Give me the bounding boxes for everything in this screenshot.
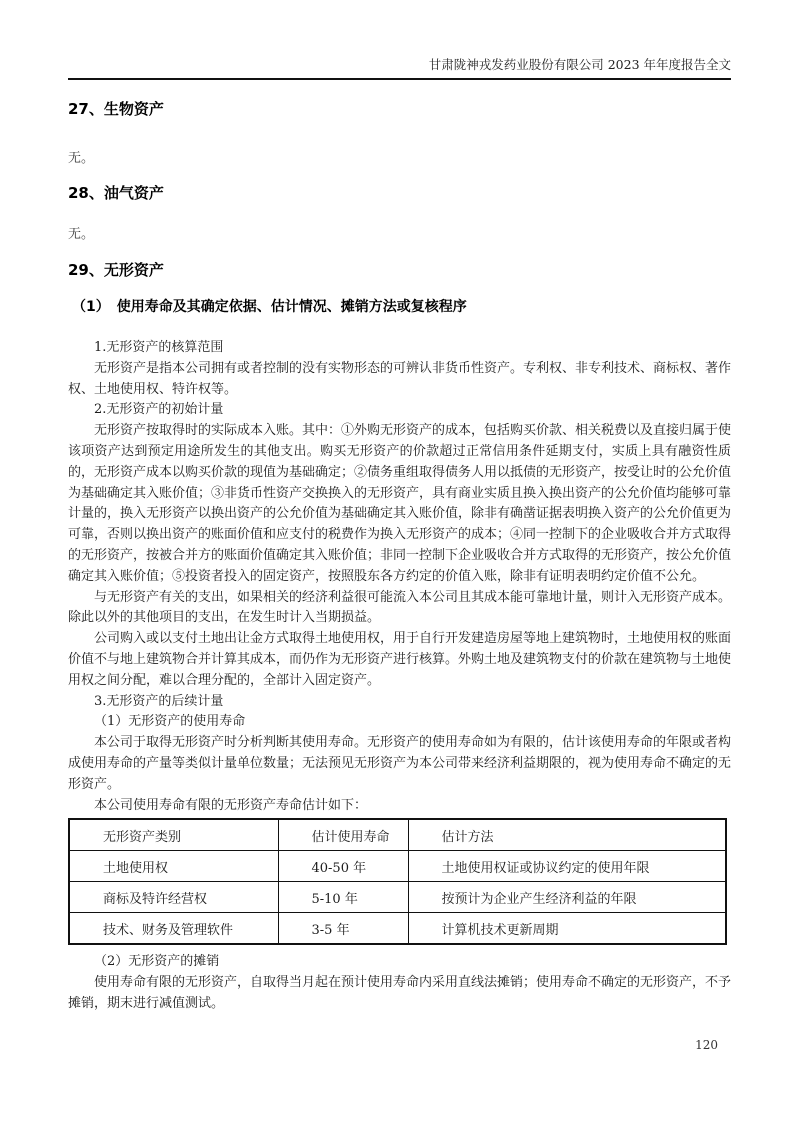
table-row	[69, 851, 726, 882]
intangible-assets-useful-life-table	[68, 818, 727, 945]
paragraph: 1.无形资产的核算范围	[94, 340, 224, 355]
paragraph: 3.无形资产的后续计量	[94, 693, 224, 709]
paragraph: 本公司使用寿命有限的无形资产寿命估计如下：	[94, 797, 368, 813]
table-header-cell-useful-life: 估计使用寿命	[278, 819, 408, 851]
table-cell-method: 土地使用权证或协议约定的使用年限	[408, 851, 726, 882]
page-header	[68, 0, 731, 80]
section-27-body: 无。	[68, 151, 95, 166]
paragraph: 无形资产是指本公司拥有或者控制的没有实物形态的可辨认非货币性资产。专利权、非专利技术、商标权、著作权、土地使用权、特许权等。	[68, 360, 732, 397]
section-28-body: 无。	[68, 227, 95, 242]
page-number: 120	[695, 1038, 718, 1052]
amortization-heading: （2）无形资产的摊销	[94, 954, 220, 970]
table-cell-category: 商标及特许经营权	[69, 882, 278, 913]
subsection-1-heading: （1） 使用寿命及其确定依据、估计情况、摊销方法或复核程序	[72, 299, 467, 315]
table-header-cell-method: 估计方法	[408, 819, 726, 851]
table-row	[69, 882, 726, 913]
table-cell-method: 计算机技术更新周期	[408, 913, 726, 945]
paragraph: （1）无形资产的使用寿命	[94, 714, 246, 730]
table-cell-category: 技术、财务及管理软件	[69, 913, 278, 945]
section-heading-27-biological-assets: 27、生物资产	[68, 100, 164, 118]
paragraph: 本公司于取得无形资产时分析判断其使用寿命。无形资产的使用寿命如为有限的，估计该使用寿命的年限或者构成使用寿命的产量等类似计量单位数量；无法预见无形资产为本公司带来经济利益期限的，视为使用寿命不确定的无形资产。	[68, 735, 732, 792]
section-heading-28-oil-gas-assets: 28、油气资产	[68, 184, 164, 202]
table-cell-category: 土地使用权	[69, 851, 278, 882]
section-heading-29-intangible-assets: 29、无形资产	[68, 261, 164, 279]
paragraph: 与无形资产有关的支出，如果相关的经济利益很可能流入本公司且其成本能可靠地计量，则计入无形资产成本。除此以外的其他项目的支出，在发生时计入当期损益。	[68, 589, 732, 626]
table-header-row	[69, 819, 726, 851]
page-content	[68, 0, 731, 1015]
table-cell-useful-life: 3-5 年	[278, 913, 408, 945]
amortization-block	[68, 952, 731, 1014]
paragraph: 无形资产按取得时的实际成本入账。其中：①外购无形资产的成本，包括购买价款、相关税费以及直接归属于使该项资产达到预定用途所发生的其他支出。购买无形资产的价款超过正常信用条件延期支付，实质上具有融资性质的，无形资产成本以购买价款的现值为基础确定；②债务重组取得债务人用以抵债的无形资产，按受让时的公允价值为基础确定其入账价值；③非货币性资产交换换入的无形资产，具有商业实质且换入换出资产的公允价值均能够可靠计量的，换入无形资产以换出资产的公允价值为基础确定其入账价值，除非有确凿证据表明换入资产的公允价值更为可靠，否则以换出资产的账面价值和应支付的税费作为换入无形资产的成本；④同一控制下的企业吸收合并方式取得的无形资产，按被合并方的账面价值确定其入账价值；非同一控制下企业吸收合并方式取得的无形资产，按公允价值确定其入账价值；⑤投资者投入的固定资产，按照股东各方约定的价值入账，除非有证明表明约定价值不公允。	[68, 423, 732, 584]
table-row	[69, 913, 726, 945]
paragraph: 公司购入或以支付土地出让金方式取得土地使用权，用于自行开发建造房屋等地上建筑物时，土地使用权的账面价值不与地上建筑物合并计算其成本，而仍作为无形资产进行核算。外购土地及建筑物支付的价款在建筑物与土地使用权之间分配，难以合理分配的，全部计入固定资产。	[68, 631, 732, 688]
subsection-1-body	[68, 338, 731, 816]
table-cell-method: 按预计为企业产生经济利益的年限	[408, 882, 726, 913]
report-title: 甘肃陇神戎发药业股份有限公司 2023 年年度报告全文	[428, 57, 731, 72]
table-cell-useful-life: 5-10 年	[278, 882, 408, 913]
amortization-text: 使用寿命有限的无形资产，自取得当月起在预计使用寿命内采用直线法摊销；使用寿命不确定的无形资产，不予摊销，期末进行减值测试。	[68, 975, 732, 1011]
paragraph: 2.无形资产的初始计量	[94, 402, 224, 418]
table-header-cell-category: 无形资产类别	[69, 819, 278, 851]
table-cell-useful-life: 40-50 年	[278, 851, 408, 882]
